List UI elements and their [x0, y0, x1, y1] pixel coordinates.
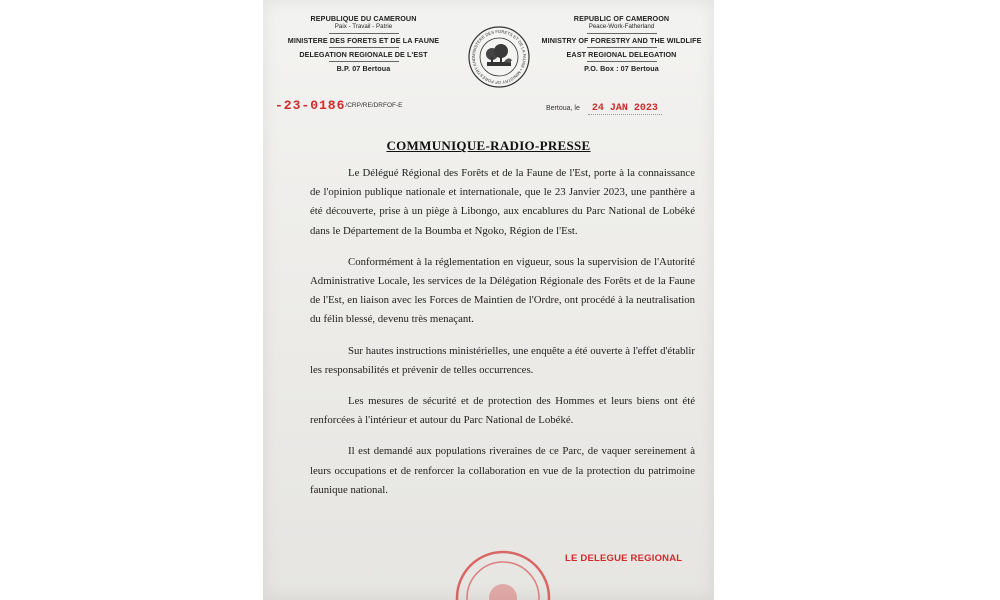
motto-fr: Paix - Travail - Patrie — [334, 23, 393, 30]
header-left — [281, 14, 446, 73]
divider — [329, 33, 399, 34]
divider — [329, 47, 399, 48]
divider — [587, 61, 657, 62]
country-en: REPUBLIC OF CAMEROON — [573, 14, 670, 23]
reference-code: -23-0186 — [275, 98, 346, 113]
delegation-fr: DELEGATION REGIONALE DE L'EST — [299, 50, 428, 59]
date-prefix: Bertoua, le — [546, 105, 580, 112]
paragraph: Conformément à la réglementation en vigueur, sous la supervision de l'Autorité Administrative Locale, les services de la Délégation Régionale des Forêts et de la Faune de l'Est, en liaison avec les Forces de Maintien de l'Ordre, ont procédé à la neutralisation du félin blessé, devenu très menaçant. — [310, 255, 695, 326]
ministry-fr: MINISTERE DES FORETS ET DE LA FAUNE — [287, 36, 440, 45]
ministry-emblem-icon — [468, 26, 530, 88]
header-right — [539, 14, 704, 73]
motto-en: Peace-Work-Fatherland — [588, 23, 655, 30]
paragraph: Il est demandé aux populations riveraines de ce Parc, de vaquer sereinement à leurs occupations et de renforcer la collaboration en vue de la protection du patrimoine faunique national. — [310, 445, 695, 496]
paragraph: Sur hautes instructions ministérielles, une enquête a été ouverte à l'effet d'établir les responsabilités et prévenir de telles occurrences. — [310, 344, 695, 376]
document-body — [310, 164, 695, 512]
date-stamp: 24 JAN 2023 — [588, 103, 662, 115]
date-line — [546, 103, 662, 114]
paragraph: Le Délégué Régional des Forêts et de la Faune de l'Est, porte à la connaissance de l'opinion publique nationale et internationale, que le 23 Janvier 2023, une panthère a été découverte, prise à un piège à Libongo, aux encablures du Parc National de Lobéké dans le Département de la Boumba et Ngoko, Région de l'Est. — [310, 167, 695, 237]
country-fr: REPUBLIQUE DU CAMEROUN — [310, 14, 417, 23]
po-box-fr: B.P. 07 Bertoua — [336, 64, 391, 73]
reference-number — [275, 98, 402, 113]
svg-text:MINISTERE DES FORETS ET DE LA: MINISTERE DES FORETS ET DE LA FAUNE • MINISTRY OF FORESTRY AND — [470, 28, 528, 86]
document-title: COMMUNIQUE-RADIO-PRESSE — [386, 138, 591, 153]
signer-title: LE DELEGUE REGIONAL — [565, 553, 683, 564]
po-box-en: P.O. Box : 07 Bertoua — [584, 64, 659, 73]
divider — [587, 47, 657, 48]
divider — [587, 33, 657, 34]
official-seal-icon — [453, 548, 553, 600]
document-page — [263, 0, 714, 600]
divider — [329, 61, 399, 62]
delegation-en: EAST REGIONAL DELEGATION — [566, 50, 677, 59]
reference-suffix: /CRP/RE/DRFOF-E — [345, 102, 403, 110]
ministry-en: MINISTRY OF FORESTRY AND THE WILDLIFE — [541, 36, 702, 45]
paragraph: Les mesures de sécurité et de protection des Hommes et leurs biens ont été renforcées à l'intérieur et autour du Parc National de Lobéké. — [310, 395, 695, 427]
